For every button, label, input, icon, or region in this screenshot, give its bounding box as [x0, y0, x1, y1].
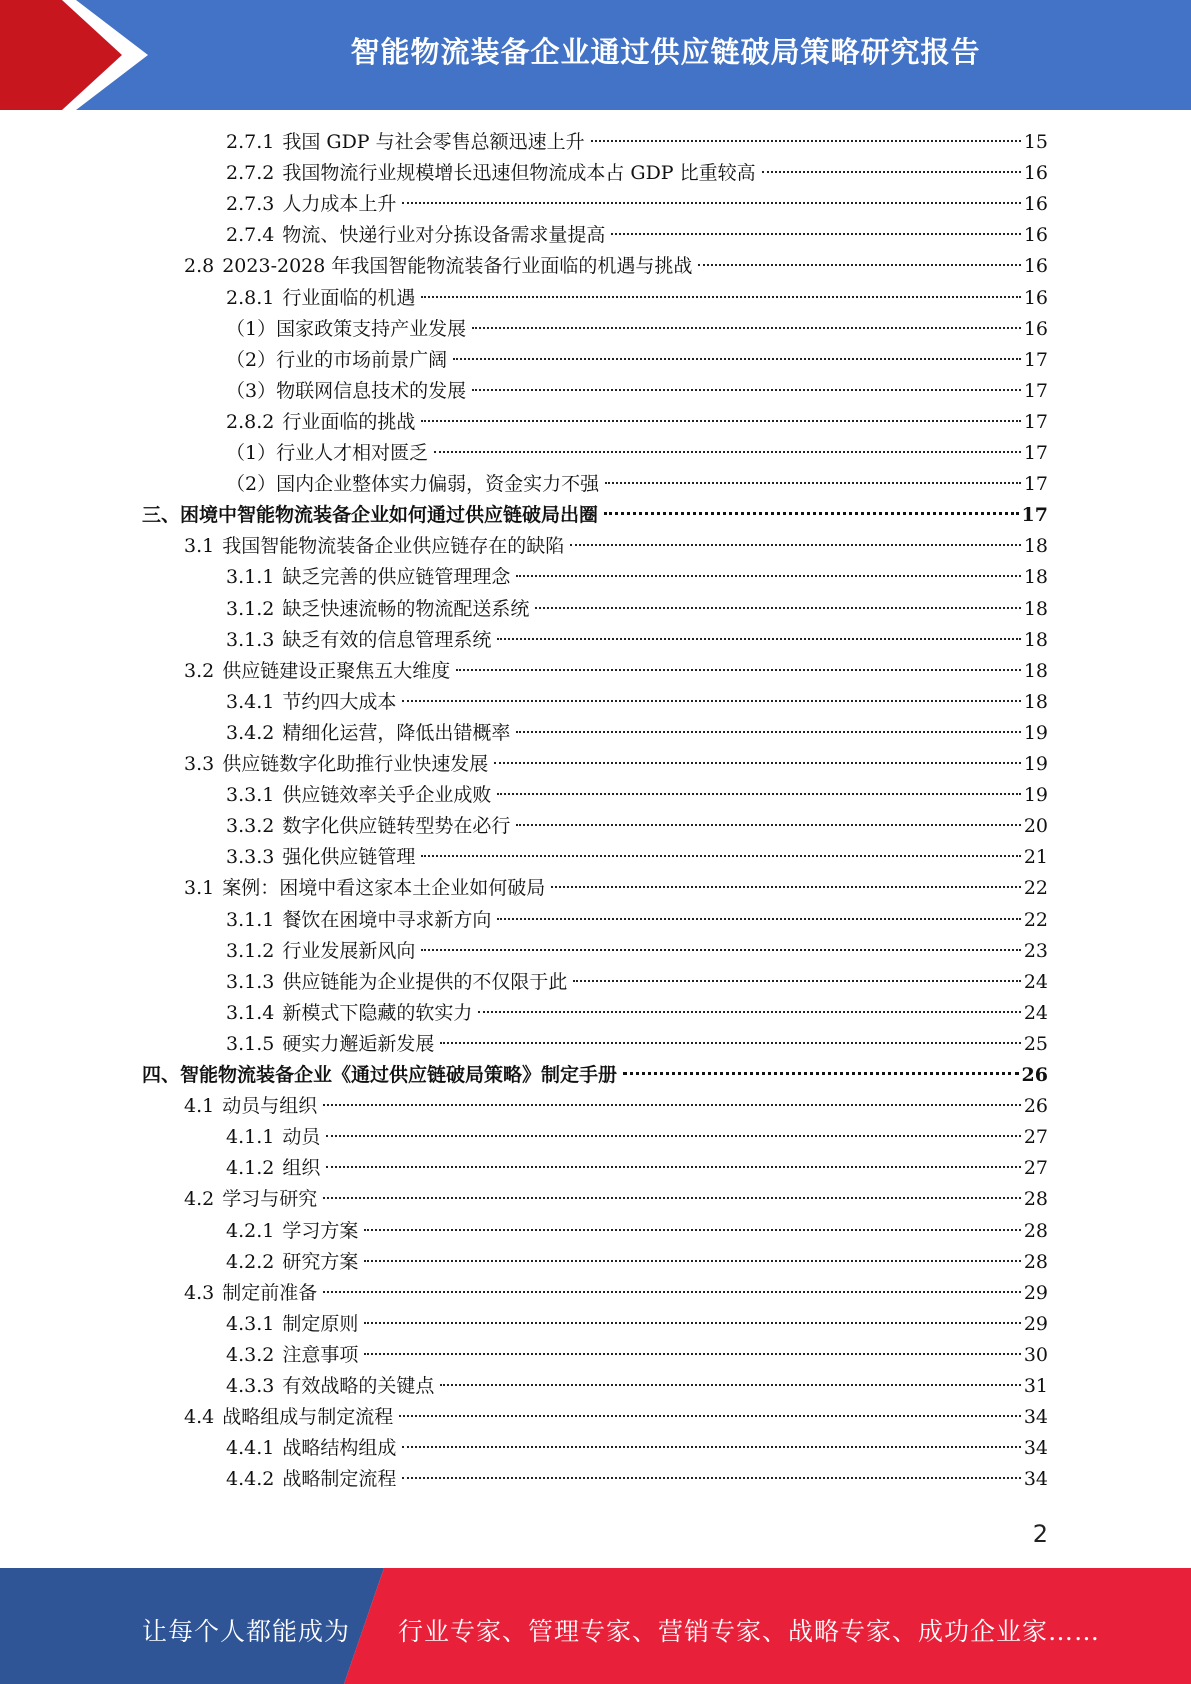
toc-entry[interactable]: [226, 189, 1048, 220]
toc-entry-number: 4.4.1: [226, 1437, 275, 1460]
toc-entry-title: 节约四大成本: [282, 690, 397, 713]
toc-entry[interactable]: [226, 811, 1048, 842]
toc-entry-page: 28: [1023, 1188, 1048, 1211]
toc-entry-number: 3.3.3: [226, 846, 275, 869]
toc-entry[interactable]: [226, 1371, 1048, 1402]
page-header: [0, 0, 1191, 110]
toc-entry-number: 2.8: [184, 255, 215, 278]
toc-entry-page: 34: [1023, 1406, 1048, 1429]
toc-entry-page: 21: [1023, 846, 1048, 869]
toc-dot-leader: [604, 512, 1019, 515]
toc-entry[interactable]: [184, 251, 1048, 282]
toc-entry[interactable]: [226, 1153, 1048, 1184]
toc-dot-leader: [421, 949, 1020, 951]
toc-entry-page: 28: [1023, 1250, 1048, 1273]
toc-dot-leader: [402, 1446, 1020, 1448]
toc-entry-title: 行业的市场前景广阔: [276, 348, 448, 371]
toc-entry-page: 34: [1023, 1437, 1048, 1460]
toc-dot-leader: [478, 1011, 1020, 1013]
toc-dot-leader: [472, 389, 1021, 391]
toc-entry-title: 战略结构组成: [282, 1437, 397, 1460]
toc-entry-page: 17: [1023, 379, 1048, 402]
toc-entry-title: 人力成本上升: [282, 193, 397, 216]
toc-entry-number: 3.1.2: [226, 939, 275, 962]
toc-entry[interactable]: [226, 905, 1048, 936]
toc-entry-page: 16: [1023, 286, 1048, 309]
toc-entry-page: 26: [1023, 1095, 1048, 1118]
toc-entry-title: 餐饮在困境中寻求新方向: [282, 908, 492, 931]
toc-entry-title: 数字化供应链转型势在必行: [282, 815, 511, 838]
toc-entry-number: 3.1.1: [226, 908, 275, 931]
toc-entry-number: 3.1.3: [226, 628, 275, 651]
toc-entry-number: 三、: [142, 504, 181, 527]
toc-entry-page: 30: [1023, 1343, 1048, 1366]
toc-entry-page: 27: [1023, 1126, 1048, 1149]
toc-dot-leader: [364, 1322, 1020, 1324]
toc-entry-number: 3.3: [184, 753, 215, 775]
toc-dot-leader: [497, 918, 1020, 920]
toc-entry-page: 23: [1023, 939, 1048, 962]
toc-entry-title: 精细化运营，降低出错概率: [282, 721, 511, 744]
toc-entry-number: 4.1.2: [226, 1157, 275, 1180]
toc-entry-title: 案例：困境中看这家本土企业如何破局: [222, 877, 546, 900]
toc-entry-title: 组织: [282, 1157, 321, 1180]
toc-entry[interactable]: [184, 749, 1048, 780]
toc-entry-number: 2.7.3: [226, 193, 275, 216]
toc-entry-number: 3.1.1: [226, 566, 275, 589]
toc-entry-page: 15: [1023, 131, 1048, 153]
toc-dot-leader: [399, 1415, 1021, 1417]
toc-entry[interactable]: [226, 407, 1048, 438]
toc-dot-leader: [497, 793, 1020, 795]
toc-dot-leader: [402, 202, 1020, 204]
toc-entry-page: 27: [1023, 1157, 1048, 1180]
toc-entry[interactable]: [184, 1184, 1048, 1215]
toc-entry-number: （1）: [226, 442, 277, 464]
toc-entry[interactable]: [226, 780, 1048, 811]
toc-entry-title: 注意事项: [282, 1343, 359, 1366]
toc-entry-number: 3.1.5: [226, 1032, 275, 1055]
toc-entry-title: 国内企业整体实力偏弱，资金实力不强: [276, 473, 600, 496]
toc-entry-title: 研究方案: [282, 1250, 359, 1273]
toc-entry[interactable]: [226, 562, 1048, 593]
toc-dot-leader: [364, 1260, 1020, 1262]
toc-entry-number: 3.2: [184, 659, 215, 682]
toc-entry-number: （1）: [226, 317, 277, 340]
toc-entry-page: 16: [1023, 162, 1048, 185]
toc-entry-number: 4.3.1: [226, 1312, 275, 1335]
toc-entry-number: （2）: [226, 348, 277, 371]
toc-entry-page: 17: [1023, 442, 1048, 464]
toc-dot-leader: [762, 171, 1021, 173]
page-number: 2: [1032, 1520, 1048, 1548]
toc-entry-page: 16: [1023, 193, 1048, 216]
toc-entry[interactable]: [226, 127, 1048, 158]
toc-entry-title: 新模式下隐藏的软实力: [282, 1001, 473, 1024]
toc-dot-leader: [326, 1166, 1020, 1168]
toc-entry-page: 28: [1023, 1219, 1048, 1242]
toc-entry-number: 2.8.2: [226, 410, 275, 433]
toc-entry-title: 供应链建设正聚焦五大维度: [222, 659, 451, 682]
toc-entry-title: 供应链效率关乎企业成败: [282, 784, 492, 807]
toc-dot-leader: [402, 700, 1020, 702]
toc-entry-number: （3）: [226, 379, 277, 402]
toc-dot-leader: [364, 1353, 1020, 1355]
toc-entry[interactable]: [226, 1029, 1048, 1060]
toc-entry-number: 4.1.1: [226, 1126, 275, 1149]
toc-entry-page: 31: [1023, 1375, 1048, 1397]
toc-entry-page: 20: [1023, 815, 1048, 838]
toc-entry-number: 3.1.2: [226, 597, 275, 620]
toc-dot-leader: [456, 669, 1021, 671]
toc-entry-number: 2.8.1: [226, 286, 275, 309]
toc-dot-leader: [434, 451, 1021, 453]
toc-dot-leader: [516, 731, 1020, 733]
toc-entry-title: 有效战略的关键点: [282, 1375, 435, 1397]
toc-dot-leader: [698, 264, 1020, 266]
toc-entry-number: 4.3.2: [226, 1343, 275, 1366]
toc-entry-title: 学习与研究: [222, 1188, 318, 1211]
toc-entry-number: 4.3.3: [226, 1375, 275, 1397]
toc-entry-page: 17: [1021, 504, 1048, 527]
toc-entry-title: 2023-2028 年我国智能物流装备行业面临的机遇与挑战: [222, 255, 693, 278]
toc-entry-title: 战略制定流程: [282, 1468, 397, 1491]
toc-entry-page: 25: [1023, 1032, 1048, 1055]
toc-entry-title: 战略组成与制定流程: [222, 1406, 394, 1429]
toc-entry-title: 强化供应链管理: [282, 846, 416, 869]
toc-dot-leader: [497, 638, 1020, 640]
toc-dot-leader: [494, 762, 1021, 764]
toc-entry-title: 困境中智能物流装备企业如何通过供应链破局出圈: [180, 504, 599, 527]
toc-entry[interactable]: [226, 842, 1048, 873]
toc-dot-leader: [421, 855, 1020, 857]
toc-entry-page: 26: [1021, 1064, 1048, 1086]
toc-dot-leader: [573, 980, 1020, 982]
toc-entry-page: 17: [1023, 348, 1048, 371]
toc-entry-page: 19: [1023, 721, 1048, 744]
toc-entry-title: 物联网信息技术的发展: [276, 379, 467, 402]
toc-dot-leader: [611, 233, 1020, 235]
toc-entry-title: 国家政策支持产业发展: [276, 317, 467, 340]
toc-entry[interactable]: [184, 1091, 1048, 1122]
toc-entry-number: 4.2.2: [226, 1250, 275, 1273]
toc-dot-leader: [570, 544, 1021, 546]
toc-dot-leader: [323, 1104, 1021, 1106]
toc-entry[interactable]: [142, 1060, 1048, 1091]
toc-entry-page: 18: [1023, 597, 1048, 620]
toc-dot-leader: [402, 1477, 1020, 1479]
toc-dot-leader: [323, 1291, 1021, 1293]
toc-entry-title: 制定原则: [282, 1312, 359, 1335]
toc-entry[interactable]: [226, 1309, 1048, 1340]
toc-entry-number: 3.4.2: [226, 721, 275, 744]
toc-entry-page: 18: [1023, 659, 1048, 682]
toc-entry-page: 24: [1023, 1001, 1048, 1024]
toc-entry-title: 缺乏有效的信息管理系统: [282, 628, 492, 651]
toc-entry[interactable]: [226, 1340, 1048, 1371]
toc-entry-page: 29: [1023, 1281, 1048, 1304]
toc-entry-title: 行业面临的挑战: [282, 410, 416, 433]
toc-dot-leader: [421, 420, 1020, 422]
toc-entry-number: 3.4.1: [226, 690, 275, 713]
toc-entry-page: 18: [1023, 690, 1048, 713]
toc-dot-leader: [623, 1072, 1019, 1075]
toc-entry[interactable]: [226, 998, 1048, 1029]
toc-entry-number: 3.1: [184, 877, 215, 900]
toc-dot-leader: [364, 1229, 1020, 1231]
toc-dot-leader: [326, 1135, 1020, 1137]
toc-entry[interactable]: [226, 438, 1048, 469]
toc-entry-page: 16: [1023, 317, 1048, 340]
toc-entry-number: 2.7.2: [226, 162, 275, 185]
toc-entry-number: 3.1.3: [226, 970, 275, 993]
toc-entry-page: 22: [1023, 877, 1048, 900]
toc-dot-leader: [605, 482, 1021, 484]
toc-entry-page: 18: [1023, 566, 1048, 589]
toc-entry-page: 24: [1023, 970, 1048, 993]
toc-entry-number: （2）: [226, 473, 277, 496]
toc-entry[interactable]: [226, 594, 1048, 625]
toc-entry-title: 制定前准备: [222, 1281, 318, 1304]
toc-entry[interactable]: [184, 656, 1048, 687]
toc-entry-number: 4.1: [184, 1095, 215, 1118]
toc-entry[interactable]: [184, 531, 1048, 562]
toc-entry[interactable]: [226, 1216, 1048, 1247]
toc-entry-page: 29: [1023, 1312, 1048, 1335]
toc-entry-number: 4.3: [184, 1281, 215, 1304]
toc-entry[interactable]: [226, 1464, 1048, 1495]
toc-entry[interactable]: [226, 314, 1048, 345]
toc-entry-number: 3.3.1: [226, 784, 275, 807]
toc-entry-page: 22: [1023, 908, 1048, 931]
toc-entry-title: 动员: [282, 1126, 321, 1149]
toc-entry-page: 16: [1023, 255, 1048, 278]
toc-dot-leader: [472, 327, 1021, 329]
toc-entry-title: 物流、快递行业对分拣设备需求量提高: [282, 224, 606, 247]
toc-dot-leader: [440, 1042, 1020, 1044]
toc-dot-leader: [453, 358, 1021, 360]
toc-entry-page: 17: [1023, 410, 1048, 433]
toc-entry-title: 供应链数字化助推行业快速发展: [222, 753, 489, 775]
toc-dot-leader: [591, 140, 1021, 142]
toc-entry[interactable]: [226, 1247, 1048, 1278]
toc-entry-page: 19: [1023, 784, 1048, 807]
toc-entry[interactable]: [184, 1402, 1048, 1433]
toc-entry[interactable]: [226, 283, 1048, 314]
toc-entry-page: 19: [1023, 753, 1048, 775]
toc-entry-title: 智能物流装备企业《通过供应链破局策略》制定手册: [180, 1064, 618, 1086]
toc-dot-leader: [551, 886, 1021, 888]
toc-entry-title: 行业面临的机遇: [282, 286, 416, 309]
toc-entry[interactable]: [226, 936, 1048, 967]
toc-entry[interactable]: [226, 220, 1048, 251]
toc-entry-number: 3.3.2: [226, 815, 275, 838]
toc-entry-page: 18: [1023, 628, 1048, 651]
toc-entry-title: 硬实力邂逅新发展: [282, 1032, 435, 1055]
toc-entry-title: 我国智能物流装备企业供应链存在的缺陷: [222, 535, 565, 558]
toc-dot-leader: [535, 607, 1020, 609]
toc-entry[interactable]: [226, 718, 1048, 749]
toc-dot-leader: [516, 824, 1020, 826]
toc-entry[interactable]: [226, 967, 1048, 998]
toc-entry-title: 缺乏快速流畅的物流配送系统: [282, 597, 530, 620]
toc-entry-number: 四、: [142, 1064, 181, 1086]
toc-entry-number: 4.2: [184, 1188, 215, 1211]
toc-entry-title: 供应链能为企业提供的不仅限于此: [282, 970, 568, 993]
toc-entry[interactable]: [226, 625, 1048, 656]
toc-entry-title: 行业人才相对匮乏: [276, 442, 429, 464]
report-title: 智能物流装备企业通过供应链破局策略研究报告: [350, 35, 981, 69]
toc-dot-leader: [516, 575, 1020, 577]
footer-roles: 行业专家、管理专家、营销专家、战略专家、成功企业家……: [398, 1617, 1101, 1646]
toc-entry-title: 我国物流行业规模增长迅速但物流成本占 GDP 比重较高: [282, 162, 756, 185]
toc-dot-leader: [421, 296, 1020, 298]
toc-entry-number: 2.7.4: [226, 224, 275, 247]
toc-entry-title: 动员与组织: [222, 1095, 318, 1118]
footer-slogan: 让每个人都能成为: [142, 1617, 351, 1646]
toc-entry-page: 16: [1023, 224, 1048, 247]
toc-dot-leader: [440, 1384, 1020, 1386]
toc-entry[interactable]: [226, 345, 1048, 376]
toc-entry-page: 18: [1023, 535, 1048, 558]
toc-entry[interactable]: [184, 873, 1048, 904]
toc-entry-title: 学习方案: [282, 1219, 359, 1242]
toc-entry[interactable]: [142, 500, 1048, 531]
toc-entry-number: 4.2.1: [226, 1219, 275, 1242]
toc-entry-page: 17: [1023, 473, 1048, 496]
toc-entry-number: 4.4: [184, 1406, 215, 1429]
toc-entry[interactable]: [226, 1122, 1048, 1153]
toc-entry-number: 3.1: [184, 535, 215, 558]
toc-entry-number: 4.4.2: [226, 1468, 275, 1491]
toc-entry[interactable]: [226, 1433, 1048, 1464]
toc-entry-title: 行业发展新风向: [282, 939, 416, 962]
toc-entry[interactable]: [226, 376, 1048, 407]
page-footer: [0, 1568, 1191, 1684]
toc-entry-title: 我国 GDP 与社会零售总额迅速上升: [282, 131, 585, 153]
toc-entry-title: 缺乏完善的供应链管理理念: [282, 566, 511, 589]
toc-entry[interactable]: [184, 1278, 1048, 1309]
toc-entry-number: 2.7.1: [226, 131, 275, 153]
toc-entry-number: 3.1.4: [226, 1001, 275, 1024]
toc-entry[interactable]: [226, 158, 1048, 189]
toc-entry-page: 34: [1023, 1468, 1048, 1491]
toc-entry[interactable]: [226, 687, 1048, 718]
toc-entry[interactable]: [226, 469, 1048, 500]
toc-dot-leader: [323, 1197, 1021, 1199]
